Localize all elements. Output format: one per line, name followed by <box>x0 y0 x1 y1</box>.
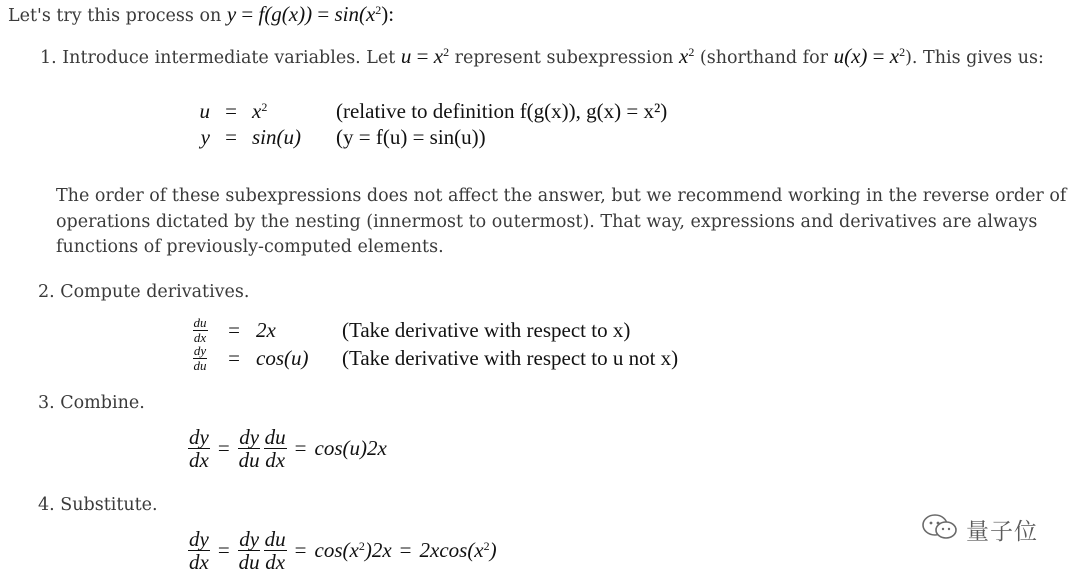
step-2-label: 2. Compute derivatives. <box>38 282 250 302</box>
watermark: 量子位 <box>920 512 1038 546</box>
equation-row: u = $x^2$ (relative to definition f(g(x)), g(x) = x²) <box>199 98 668 123</box>
fraction: $\frac{dy}{du}$ <box>238 425 260 473</box>
fraction: $\frac{dy}{dx}$ <box>189 425 209 473</box>
step-1-label: 1. Introduce intermediate variables. Let $u = x^2$ represent subexpression $x^2$ (shorthand for $u(x) = x^2$). This gives us: <box>40 44 1044 68</box>
equation-note: (y = f(u) = sin(u)) <box>336 124 486 149</box>
step-3-equation: $\frac{dy}{dx}$ = $\frac{dy}{du}$ $\frac{du}{dx}$ = cos(u)2x <box>189 425 387 473</box>
equation-rhs: $x^2$ <box>252 98 268 123</box>
wechat-icon <box>920 512 960 546</box>
intro-line: Let's try this process on $y = f(g(x)) = \sin(x^2)$: <box>8 2 395 26</box>
step-4-label: 4. Substitute. <box>38 495 158 515</box>
equation-note: (relative to definition f(g(x)), g(x) = x²) <box>336 98 668 123</box>
fraction: $\frac{dy}{du}$ <box>238 527 260 575</box>
fraction: $\frac{dy}{dx}$ <box>189 527 209 575</box>
equation-note: (Take derivative with respect to x) <box>342 317 631 342</box>
substitution-result-2: $2xcos(x^2)$ <box>419 538 497 563</box>
equation-row: $\frac{dy}{du}$ = cos(u) (Take derivative with respect to u not x) <box>188 344 678 372</box>
fraction: $\frac{dy}{du}$ <box>193 342 207 373</box>
step-3-label: 3. Combine. <box>38 393 145 413</box>
equation-row: $\frac{du}{dx}$ = 2x (Take derivative with respect to x) <box>188 316 678 344</box>
step-4-equation: $\frac{dy}{dx}$ = $\frac{dy}{du}$ $\frac{du}{dx}$ = $\cos(x^2)2x$ = $2xcos(x^2)$ <box>189 527 497 575</box>
step-1-equations <box>190 98 667 150</box>
fraction: $\frac{du}{dx}$ <box>193 314 207 345</box>
equation-row: y = sin(u) (y = f(u) = sin(u)) <box>200 124 486 149</box>
step-1-paragraph: The order of these subexpressions does not affect the answer, but we recommend working in the reverse order of operations dictated by the nesting (innermost to outermost). That way, expressions and derivatives are always functions of previously-computed elements. <box>56 186 1067 257</box>
fraction: $\frac{du}{dx}$ <box>264 425 286 473</box>
step-2-equations <box>188 316 678 372</box>
substitution-result-1: $\cos(x^2)2x$ <box>314 538 392 563</box>
equation-note: (Take derivative with respect to u not x) <box>342 345 679 370</box>
fraction: $\frac{du}{dx}$ <box>264 527 286 575</box>
